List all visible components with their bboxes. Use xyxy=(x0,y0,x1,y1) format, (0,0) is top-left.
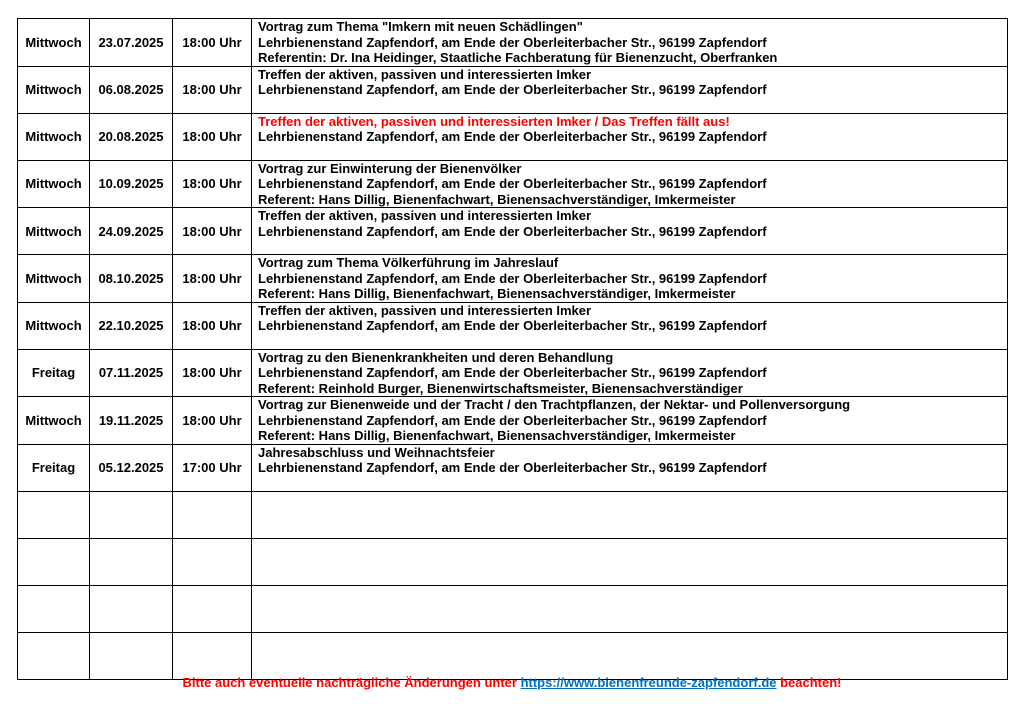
event-day: Mittwoch xyxy=(18,302,90,349)
event-description-line: Vortrag zum Thema "Imkern mit neuen Schädlingen" xyxy=(258,19,583,34)
event-description-line: Lehrbienenstand Zapfendorf, am Ende der Oberleiterbacher Str., 96199 Zapfendorf xyxy=(258,318,767,333)
event-row xyxy=(18,444,1008,491)
event-date: 20.08.2025 xyxy=(90,113,173,160)
event-time: 17:00 Uhr xyxy=(173,444,252,491)
event-time xyxy=(173,632,252,679)
event-time: 18:00 Uhr xyxy=(173,208,252,255)
event-date xyxy=(90,585,173,632)
event-description-line: Lehrbienenstand Zapfendorf, am Ende der Oberleiterbacher Str., 96199 Zapfendorf xyxy=(258,460,767,475)
event-date xyxy=(90,632,173,679)
event-date: 22.10.2025 xyxy=(90,302,173,349)
event-description xyxy=(252,491,1008,538)
empty-row xyxy=(18,585,1008,632)
event-description xyxy=(252,585,1008,632)
event-description-line: Treffen der aktiven, passiven und interessierten Imker xyxy=(258,302,592,318)
event-description xyxy=(252,19,1008,67)
event-description-line-cancelled: Treffen der aktiven, passiven und interessierten Imker / Das Treffen fällt aus! xyxy=(258,113,730,129)
event-row xyxy=(18,66,1008,113)
event-description xyxy=(252,349,1008,397)
event-day xyxy=(18,491,90,538)
event-description-line: Referent: Hans Dillig, Bienenfachwart, Bienensachverständiger, Imkermeister xyxy=(258,191,736,207)
event-description xyxy=(252,113,1008,160)
event-day xyxy=(18,585,90,632)
event-description-line: Lehrbienenstand Zapfendorf, am Ende der Oberleiterbacher Str., 96199 Zapfendorf xyxy=(258,129,767,144)
event-schedule-body xyxy=(18,19,1008,680)
event-description-line: Vortrag zum Thema Völkerführung im Jahreslauf xyxy=(258,255,559,270)
event-description xyxy=(252,632,1008,679)
event-row xyxy=(18,255,1008,303)
event-date: 23.07.2025 xyxy=(90,19,173,67)
event-day: Mittwoch xyxy=(18,397,90,445)
event-description-line: Lehrbienenstand Zapfendorf, am Ende der Oberleiterbacher Str., 96199 Zapfendorf xyxy=(258,365,767,380)
empty-row xyxy=(18,491,1008,538)
event-date: 19.11.2025 xyxy=(90,397,173,445)
event-description xyxy=(252,397,1008,445)
event-time: 18:00 Uhr xyxy=(173,66,252,113)
event-time: 18:00 Uhr xyxy=(173,113,252,160)
event-description-line: Lehrbienenstand Zapfendorf, am Ende der Oberleiterbacher Str., 96199 Zapfendorf xyxy=(258,176,767,191)
event-time: 18:00 Uhr xyxy=(173,397,252,445)
event-description xyxy=(252,255,1008,303)
event-description-line: Lehrbienenstand Zapfendorf, am Ende der Oberleiterbacher Str., 96199 Zapfendorf xyxy=(258,34,767,50)
event-description-line: Treffen der aktiven, passiven und interessierten Imker xyxy=(258,66,592,82)
event-day: Freitag xyxy=(18,349,90,397)
event-row xyxy=(18,349,1008,397)
event-day xyxy=(18,632,90,679)
event-description xyxy=(252,444,1008,491)
event-description xyxy=(252,66,1008,113)
event-time: 18:00 Uhr xyxy=(173,349,252,397)
event-row xyxy=(18,302,1008,349)
event-description-line: Vortrag zur Bienenweide und der Tracht / den Trachtpflanzen, der Nektar- und Pollenversorgung xyxy=(258,397,851,412)
website-link[interactable]: https://www.bienenfreunde-zapfendorf.de xyxy=(520,675,777,690)
event-date xyxy=(90,491,173,538)
event-description-line: Lehrbienenstand Zapfendorf, am Ende der Oberleiterbacher Str., 96199 Zapfendorf xyxy=(258,223,767,239)
footer-text-before: Bitte auch eventuelle nachträgliche Änderungen unter xyxy=(182,675,521,690)
event-time: 18:00 Uhr xyxy=(173,19,252,67)
event-description xyxy=(252,302,1008,349)
event-description-line: Lehrbienenstand Zapfendorf, am Ende der Oberleiterbacher Str., 96199 Zapfendorf xyxy=(258,412,767,428)
event-row xyxy=(18,397,1008,445)
event-description-line: Referentin: Dr. Ina Heidinger, Staatliche Fachberatung für Bienenzucht, Oberfranken xyxy=(258,50,778,65)
event-day: Mittwoch xyxy=(18,255,90,303)
event-description-line: Jahresabschluss und Weihnachtsfeier xyxy=(258,444,495,460)
event-description-line: Vortrag zu den Bienenkrankheiten und deren Behandlung xyxy=(258,349,614,365)
event-description-line: Vortrag zur Einwinterung der Bienenvölker xyxy=(258,160,522,176)
event-date: 10.09.2025 xyxy=(90,160,173,208)
event-description-line: Referent: Hans Dillig, Bienenfachwart, Bienensachverständiger, Imkermeister xyxy=(258,428,736,443)
event-description-line: Treffen der aktiven, passiven und interessierten Imker xyxy=(258,208,592,223)
event-day: Mittwoch xyxy=(18,66,90,113)
event-date: 06.08.2025 xyxy=(90,66,173,113)
empty-row xyxy=(18,632,1008,679)
event-day: Mittwoch xyxy=(18,160,90,208)
event-description xyxy=(252,160,1008,208)
event-time: 18:00 Uhr xyxy=(173,160,252,208)
event-day xyxy=(18,538,90,585)
event-date: 05.12.2025 xyxy=(90,444,173,491)
footer-text-after: beachten! xyxy=(776,675,842,690)
event-day: Mittwoch xyxy=(18,19,90,67)
event-day: Mittwoch xyxy=(18,113,90,160)
event-time xyxy=(173,585,252,632)
event-description-line: Referent: Reinhold Burger, Bienenwirtschaftsmeister, Bienensachverständiger xyxy=(258,380,743,396)
footer-notice xyxy=(17,675,1007,690)
event-schedule-table xyxy=(17,18,1008,680)
event-row xyxy=(18,160,1008,208)
event-description xyxy=(252,538,1008,585)
event-date: 07.11.2025 xyxy=(90,349,173,397)
event-day: Freitag xyxy=(18,444,90,491)
event-date: 08.10.2025 xyxy=(90,255,173,303)
event-description-line: Lehrbienenstand Zapfendorf, am Ende der Oberleiterbacher Str., 96199 Zapfendorf xyxy=(258,82,767,97)
empty-row xyxy=(18,538,1008,585)
event-day: Mittwoch xyxy=(18,208,90,255)
event-description-line: Lehrbienenstand Zapfendorf, am Ende der Oberleiterbacher Str., 96199 Zapfendorf xyxy=(258,270,767,286)
event-time: 18:00 Uhr xyxy=(173,302,252,349)
event-date: 24.09.2025 xyxy=(90,208,173,255)
event-time xyxy=(173,491,252,538)
event-date xyxy=(90,538,173,585)
event-row xyxy=(18,19,1008,67)
event-time: 18:00 Uhr xyxy=(173,255,252,303)
event-time xyxy=(173,538,252,585)
event-description-line: Referent: Hans Dillig, Bienenfachwart, Bienensachverständiger, Imkermeister xyxy=(258,286,736,301)
event-row xyxy=(18,113,1008,160)
event-description xyxy=(252,208,1008,255)
event-row xyxy=(18,208,1008,255)
